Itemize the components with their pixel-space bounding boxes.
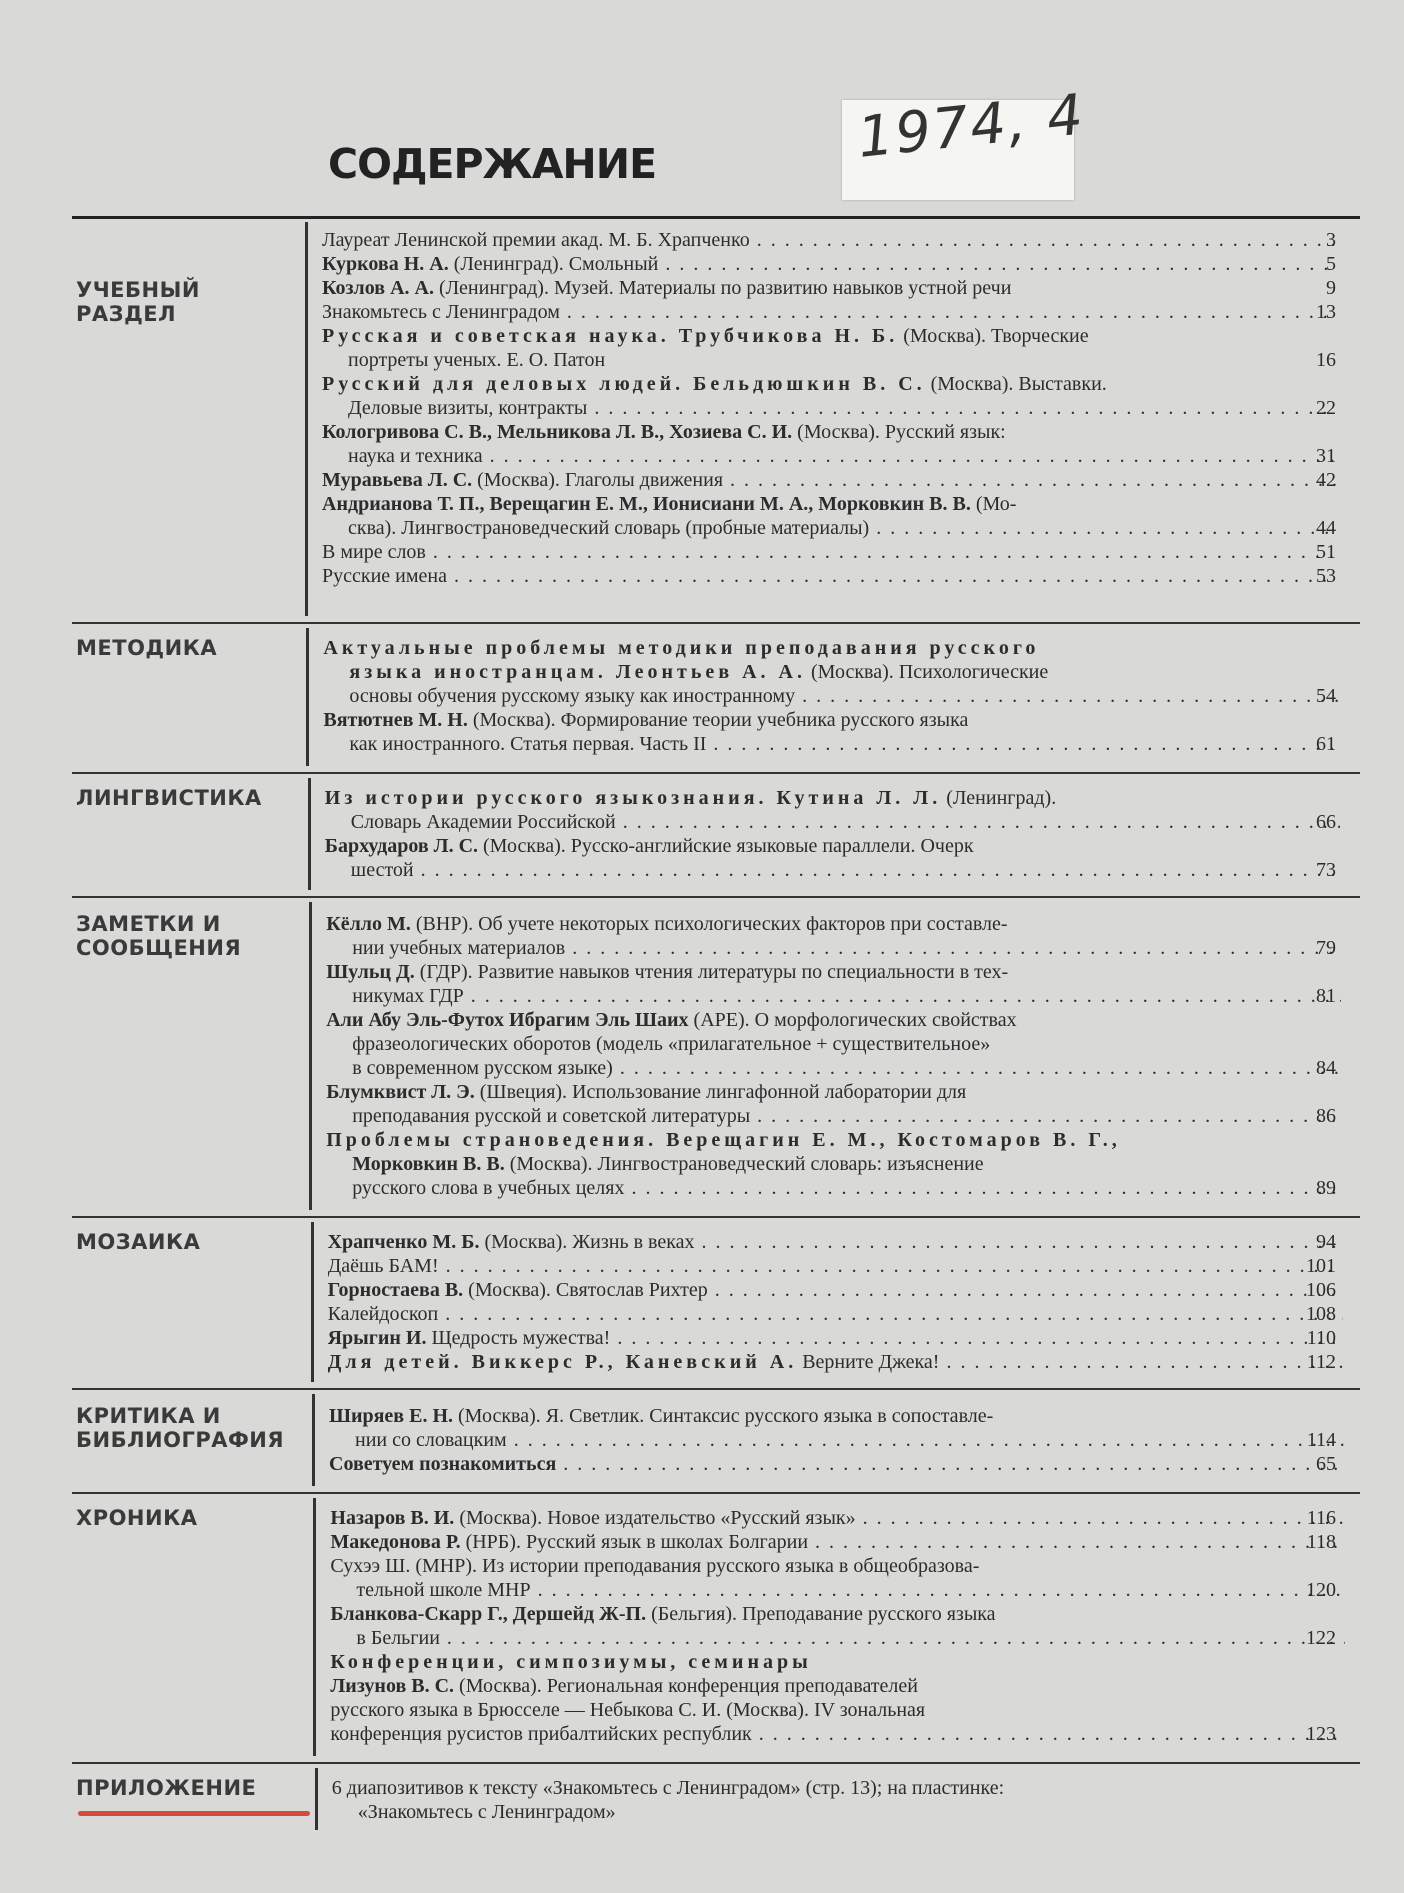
toc-author: Кёлло М. <box>326 913 411 935</box>
toc-line <box>323 708 1338 732</box>
page-number: 81 <box>1316 985 1336 1007</box>
toc-line-text <box>348 517 1337 539</box>
toc-entries <box>330 1506 1345 1746</box>
page-number: 84 <box>1316 1057 1336 1079</box>
toc-line-text <box>322 301 1337 323</box>
toc-title: 6 диапозитивов к тексту «Знакомьтесь с Ленинградом» (стр. 13); на пластинке: <box>331 1777 1005 1799</box>
section-divider <box>311 1222 314 1382</box>
toc-line-text <box>352 1033 990 1055</box>
toc-entries <box>323 636 1338 756</box>
toc-title: (Москва). Русско-английские языковые параллели. Очерк <box>478 835 974 857</box>
toc-entries <box>325 786 1340 882</box>
page-number: 116 <box>1306 1507 1336 1529</box>
toc-line <box>330 1530 1345 1554</box>
section-rule <box>72 622 1360 624</box>
toc-title: русского языка в Брюсселе — Небыкова С. И. (Москва). IV зональная <box>330 1699 926 1721</box>
toc-line <box>322 540 1337 564</box>
toc-line <box>328 1254 1343 1278</box>
toc-line-text <box>328 1327 1343 1349</box>
page-number: 114 <box>1306 1429 1336 1451</box>
toc-title: никумах ГДР <box>352 985 464 1007</box>
toc-title: нии учебных материалов <box>352 937 566 959</box>
toc-line <box>322 228 1337 252</box>
toc-line-text <box>349 685 1338 707</box>
page-number: 120 <box>1306 1579 1336 1601</box>
page-number: 44 <box>1316 517 1336 539</box>
toc-author: Назаров В. И. <box>330 1507 455 1529</box>
toc-title: «Знакомьтесь с Ленинградом» <box>357 1801 616 1823</box>
section-label-line: ХРОНИКА <box>76 1506 198 1530</box>
page-number: 54 <box>1316 685 1336 707</box>
toc-line-text <box>348 397 1337 419</box>
toc-title: преподавания русской и советской литературы <box>352 1105 751 1127</box>
toc-title: как иностранного. Статья первая. Часть II <box>349 733 707 755</box>
toc-title: (Москва). Глаголы движения <box>472 469 724 491</box>
section-divider <box>312 1394 315 1486</box>
toc-line-text <box>323 709 968 731</box>
toc-line <box>322 348 1337 372</box>
toc-title: портреты ученых. Е. О. Патон <box>348 349 606 371</box>
toc-line-text <box>322 325 1089 347</box>
toc-line-text <box>328 1351 1343 1373</box>
toc-title: (Москва). Региональная конференция преподавателей <box>454 1675 918 1697</box>
toc-line <box>326 936 1341 960</box>
toc-line <box>322 468 1337 492</box>
toc-line-text <box>328 1255 1343 1277</box>
toc-line <box>329 1428 1344 1452</box>
toc-line-text <box>330 1699 925 1721</box>
toc-line <box>328 1230 1343 1254</box>
toc-title: (Москва). Русский язык: <box>792 421 1006 443</box>
section-label-line: МЕТОДИКА <box>76 636 218 660</box>
toc-line-text <box>322 277 1011 299</box>
toc-line <box>328 1326 1343 1350</box>
toc-entries <box>326 912 1341 1200</box>
toc-title: русского слова в учебных целях <box>352 1177 625 1199</box>
toc-line <box>322 492 1337 516</box>
toc-entries <box>328 1230 1343 1374</box>
section-divider <box>306 628 309 766</box>
toc-line-text <box>325 835 974 857</box>
toc-line <box>328 1278 1343 1302</box>
toc-author: Конференции, симпозиумы, семинары <box>330 1651 812 1673</box>
toc-line <box>326 1032 1341 1056</box>
toc-line <box>332 1776 1347 1800</box>
toc-line <box>330 1674 1345 1698</box>
toc-line <box>330 1554 1345 1578</box>
page-number: 123 <box>1306 1723 1336 1745</box>
toc-line <box>325 786 1340 810</box>
toc-line-text <box>355 1429 1344 1451</box>
toc-line <box>322 564 1337 588</box>
toc-line-text <box>330 1531 1345 1553</box>
section-label-line: ЗАМЕТКИ И <box>76 912 221 936</box>
toc-line <box>330 1578 1345 1602</box>
toc-line-text <box>326 1081 966 1103</box>
toc-title: (АРЕ). О морфологических свойствах <box>688 1009 1017 1031</box>
toc-author: Русская и советская наука. Трубчикова Н. Б. <box>322 325 899 347</box>
toc-title: Словарь Академии Российской <box>350 811 616 833</box>
toc-title: Деловые визиты, контракты <box>348 397 588 419</box>
toc-line-text <box>326 1129 1121 1151</box>
page-number: 3 <box>1326 229 1336 251</box>
toc-line-text <box>325 787 1056 809</box>
section-label <box>76 1230 200 1254</box>
toc-title: Сухээ Ш. (МНР). Из истории преподавания русского языка в общеобразова- <box>330 1555 980 1577</box>
toc-line-text <box>351 859 1340 881</box>
toc-author: Храпченко М. Б. <box>327 1231 480 1253</box>
toc-line <box>323 732 1338 756</box>
page-number: 13 <box>1316 301 1336 323</box>
toc-line <box>322 444 1337 468</box>
toc-author: Блумквист Л. Э. <box>326 1081 475 1103</box>
toc-title: фразеологических оборотов (модель «прилагательное + существительное» <box>352 1033 991 1055</box>
toc-title: (Мо- <box>970 493 1017 515</box>
toc-title: в Бельгии <box>356 1627 440 1649</box>
toc-entries <box>322 228 1337 588</box>
section-rule <box>72 772 1360 774</box>
toc-author: Али Абу Эль-Футох Ибрагим Эль Шаих <box>326 1009 689 1031</box>
page-number: 110 <box>1306 1327 1336 1349</box>
toc-line-text <box>330 1507 1345 1529</box>
toc-author: Бархударов Л. С. <box>324 835 479 857</box>
section-rule <box>72 1492 1360 1494</box>
toc-title: (НРБ). Русский язык в школах Болгарии <box>460 1531 809 1553</box>
toc-line <box>322 420 1337 444</box>
page-number: 66 <box>1316 811 1336 833</box>
toc-line-text <box>358 1801 616 1823</box>
toc-line <box>328 1350 1343 1374</box>
toc-title: (Ленинград). Музей. Материалы по развитию навыков устной речи <box>433 277 1012 299</box>
page-number: 5 <box>1326 253 1336 275</box>
toc-line <box>326 1176 1341 1200</box>
toc-line-text <box>322 229 1337 251</box>
toc-line <box>326 1128 1341 1152</box>
toc-title: (Москва). Выставки. <box>925 373 1107 395</box>
toc-line-text <box>330 1555 979 1577</box>
toc-line-text <box>323 637 1039 659</box>
toc-line <box>330 1626 1345 1650</box>
section-rule <box>72 1388 1360 1390</box>
section-label <box>76 912 241 960</box>
toc-line-text <box>330 1651 811 1673</box>
toc-line-text <box>352 1105 1341 1127</box>
toc-author: Муравьева Л. С. <box>322 469 473 491</box>
toc-line-text <box>356 1627 1345 1649</box>
toc-line-text <box>328 1279 1343 1301</box>
toc-line-text <box>322 253 1337 275</box>
toc-author: Куркова Н. А. <box>322 253 449 275</box>
toc-line-text <box>349 733 1338 755</box>
toc-author: Македонова Р. <box>330 1531 461 1553</box>
page-number: 106 <box>1306 1279 1336 1301</box>
page-number: 101 <box>1306 1255 1336 1277</box>
toc-title: (Москва). Психологические <box>806 661 1049 683</box>
section-divider <box>313 1498 316 1756</box>
toc-line <box>323 660 1338 684</box>
page-number: 51 <box>1316 541 1336 563</box>
page-number: 53 <box>1316 565 1336 587</box>
toc-line <box>323 684 1338 708</box>
toc-title: (ГДР). Развитие навыков чтения литературы по специальности в тех- <box>414 961 1009 983</box>
toc-title: (Москва). Творческие <box>898 325 1089 347</box>
toc-line <box>326 1008 1341 1032</box>
section-divider <box>308 778 311 890</box>
page-number: 89 <box>1316 1177 1336 1199</box>
toc-title: основы обучения русскому языку как иностранному <box>349 685 796 707</box>
toc-line <box>326 1104 1341 1128</box>
toc-title: (Москва). Формирование теории учебника русского языка <box>467 709 969 731</box>
toc-line-text <box>329 1453 1344 1475</box>
toc-title: шестой <box>350 859 414 881</box>
toc-line <box>329 1404 1344 1428</box>
page-title: СОДЕРЖАНИЕ <box>328 140 657 188</box>
page-number: 79 <box>1316 937 1336 959</box>
toc-line <box>330 1602 1345 1626</box>
toc-line <box>325 858 1340 882</box>
toc-line <box>330 1506 1345 1530</box>
toc-author: Проблемы страноведения. Верещагин Е. М., Костомаров В. Г., <box>326 1129 1121 1151</box>
toc-line <box>322 396 1337 420</box>
toc-line-text <box>332 1777 1004 1799</box>
section-label-line: ЛИНГВИСТИКА <box>76 786 262 810</box>
page-number: 42 <box>1316 469 1336 491</box>
page-number: 108 <box>1306 1303 1336 1325</box>
toc-line <box>326 960 1341 984</box>
page-number: 9 <box>1326 277 1336 299</box>
toc-line <box>328 1302 1343 1326</box>
section-label <box>76 1776 256 1800</box>
toc-line-text <box>351 811 1340 833</box>
toc-title: (Швеция). Использование лингафонной лаборатории для <box>474 1081 967 1103</box>
toc-title: (Ленинград). Смольный <box>448 253 659 275</box>
toc-entries <box>329 1404 1344 1476</box>
toc-line-text <box>330 1675 918 1697</box>
toc-author: Ширяев Е. Н. <box>329 1405 454 1427</box>
page-number: 65 <box>1316 1453 1336 1475</box>
toc-line-text <box>322 469 1337 491</box>
toc-line <box>322 300 1337 324</box>
toc-author: Морковкин В. В. <box>352 1153 505 1175</box>
toc-author: Вятютнев М. Н. <box>323 709 468 731</box>
toc-title: (Москва). Новое издательство «Русский язык» <box>454 1507 856 1529</box>
toc-title: Знакомьтесь с Ленинградом <box>322 301 560 323</box>
toc-author: Лизунов В. С. <box>330 1675 455 1697</box>
section-rule <box>72 1216 1360 1218</box>
toc-title: тельной школе МНР <box>356 1579 531 1601</box>
toc-title: (Москва). Жизнь в веках <box>479 1231 695 1253</box>
page-number: 22 <box>1316 397 1336 419</box>
toc-author: Козлов А. А. <box>322 277 434 299</box>
section-label <box>76 786 262 810</box>
toc-line <box>325 834 1340 858</box>
page-number: 94 <box>1316 1231 1336 1253</box>
toc-title: Щедрость мужества! <box>426 1327 611 1349</box>
toc-line <box>326 1152 1341 1176</box>
toc-line <box>330 1650 1345 1674</box>
toc-line-text <box>329 1405 993 1427</box>
toc-line <box>322 276 1337 300</box>
toc-line <box>326 984 1341 1008</box>
toc-line-text <box>322 373 1107 395</box>
toc-author: языка иностранцам. Леонтьев А. А. <box>349 661 806 683</box>
top-rule <box>72 216 1360 219</box>
section-divider <box>309 902 312 1210</box>
toc-author: Ярыгин И. <box>327 1327 427 1349</box>
toc-line-text <box>322 565 1337 587</box>
toc-title: Русские имена <box>322 565 447 587</box>
section-label-line: ПРИЛОЖЕНИЕ <box>76 1776 257 1800</box>
section-label <box>76 1506 198 1530</box>
toc-line <box>329 1452 1344 1476</box>
section-label <box>76 278 200 326</box>
section-label <box>76 1404 284 1452</box>
toc-title: сква). Лингвострановедческий словарь (пробные материалы) <box>348 517 870 539</box>
toc-title: В мире слов <box>322 541 426 563</box>
toc-author: Кологривова С. В., Мельникова Л. В., Хозиева С. И. <box>322 421 793 443</box>
section-label-line: УЧЕБНЫЙ <box>76 278 200 302</box>
toc-line <box>326 1080 1341 1104</box>
section-rule <box>72 896 1360 898</box>
toc-title: наука и техника <box>348 445 483 467</box>
toc-title: (Бельгия). Преподавание русского языка <box>646 1603 996 1625</box>
toc-line-text <box>352 937 1341 959</box>
toc-line <box>323 636 1338 660</box>
page-number: 31 <box>1316 445 1336 467</box>
section-rule <box>72 1762 1360 1764</box>
page-number: 86 <box>1316 1105 1336 1127</box>
toc-author: Шульц Д. <box>326 961 415 983</box>
toc-line-text <box>326 913 1007 935</box>
toc-line-text <box>356 1579 1345 1601</box>
toc-title: Лауреат Ленинской премии акад. М. Б. Храпченко <box>322 229 750 251</box>
page-number: 73 <box>1316 859 1336 881</box>
toc-author: Из истории русского языкознания. Кутина Л. Л. <box>324 787 942 809</box>
toc-line <box>322 516 1337 540</box>
toc-line-text <box>352 985 1341 1007</box>
toc-author: Андрианова Т. П., Верещагин Е. М., Ионисиани М. А., Морковкин В. В. <box>322 493 971 515</box>
toc-line <box>322 324 1337 348</box>
page-number: 122 <box>1306 1627 1336 1649</box>
toc-line-text <box>348 445 1337 467</box>
toc-line-text <box>328 1303 1343 1325</box>
toc-author: Для детей. Виккерс Р., Каневский А. <box>327 1351 798 1373</box>
toc-line <box>322 252 1337 276</box>
toc-line-text <box>348 349 605 371</box>
toc-author: Русский для деловых людей. Бельдюшкин В. С. <box>322 373 926 395</box>
toc-title: (Москва). Святослав Рихтер <box>463 1279 708 1301</box>
toc-author: Бланкова-Скарр Г., Дершейд Ж-П. <box>330 1603 647 1625</box>
toc-line-text <box>330 1723 1345 1745</box>
toc-line-text <box>322 421 1006 443</box>
toc-line-text <box>322 541 1337 563</box>
toc-author: Советуем познакомиться <box>329 1453 557 1475</box>
section-divider <box>305 222 308 616</box>
toc-author: Горностаева В. <box>327 1279 464 1301</box>
section-label-line: БИБЛИОГРАФИЯ <box>76 1428 285 1452</box>
toc-line-text <box>326 1009 1016 1031</box>
page-number: 112 <box>1306 1351 1336 1373</box>
handwritten-note: 1974, 4 <box>854 82 1088 171</box>
toc-line <box>326 1056 1341 1080</box>
section-label-line: МОЗАИКА <box>76 1230 201 1254</box>
toc-line-text <box>352 1057 1341 1079</box>
section-label-line: СООБЩЕНИЯ <box>76 936 242 960</box>
toc-line <box>330 1698 1345 1722</box>
section-divider <box>315 1768 318 1830</box>
toc-title: Даёшь БАМ! <box>327 1255 439 1277</box>
toc-line <box>322 372 1337 396</box>
toc-title: Верните Джека! <box>797 1351 940 1373</box>
toc-title: (Ленинград). <box>941 787 1057 809</box>
section-label-line: РАЗДЕЛ <box>76 302 177 326</box>
toc-line-text <box>352 1153 983 1175</box>
toc-title: конференция русистов прибалтийских республик <box>330 1723 752 1745</box>
toc-line <box>330 1722 1345 1746</box>
toc-author: Актуальные проблемы методики преподавания русского <box>323 637 1040 659</box>
toc-line <box>326 912 1341 936</box>
toc-line-text <box>328 1231 1343 1253</box>
accent-underline <box>78 1811 310 1816</box>
toc-title: нии со словацким <box>355 1429 507 1451</box>
page-number: 61 <box>1316 733 1336 755</box>
page-number: 16 <box>1316 349 1336 371</box>
section-label-line: КРИТИКА И <box>76 1404 221 1428</box>
page-number: 118 <box>1306 1531 1336 1553</box>
toc-entries <box>332 1776 1347 1824</box>
toc-title: в современном русском языке) <box>352 1057 613 1079</box>
section-label <box>76 636 217 660</box>
toc-title: (Москва). Я. Светлик. Синтаксис русского языка в сопоставле- <box>453 1405 994 1427</box>
toc-line <box>332 1800 1347 1824</box>
toc-line-text <box>352 1177 1341 1199</box>
toc-line-text <box>330 1603 995 1625</box>
toc-line-text <box>322 493 1016 515</box>
toc-title: (ВНР). Об учете некоторых психологических факторов при составле- <box>410 913 1008 935</box>
toc-line <box>325 810 1340 834</box>
toc-line-text <box>349 661 1048 683</box>
toc-line-text <box>326 961 1008 983</box>
toc-title: (Москва). Лингвострановедческий словарь: изъяснение <box>504 1153 984 1175</box>
toc-title: Калейдоскоп <box>327 1303 439 1325</box>
